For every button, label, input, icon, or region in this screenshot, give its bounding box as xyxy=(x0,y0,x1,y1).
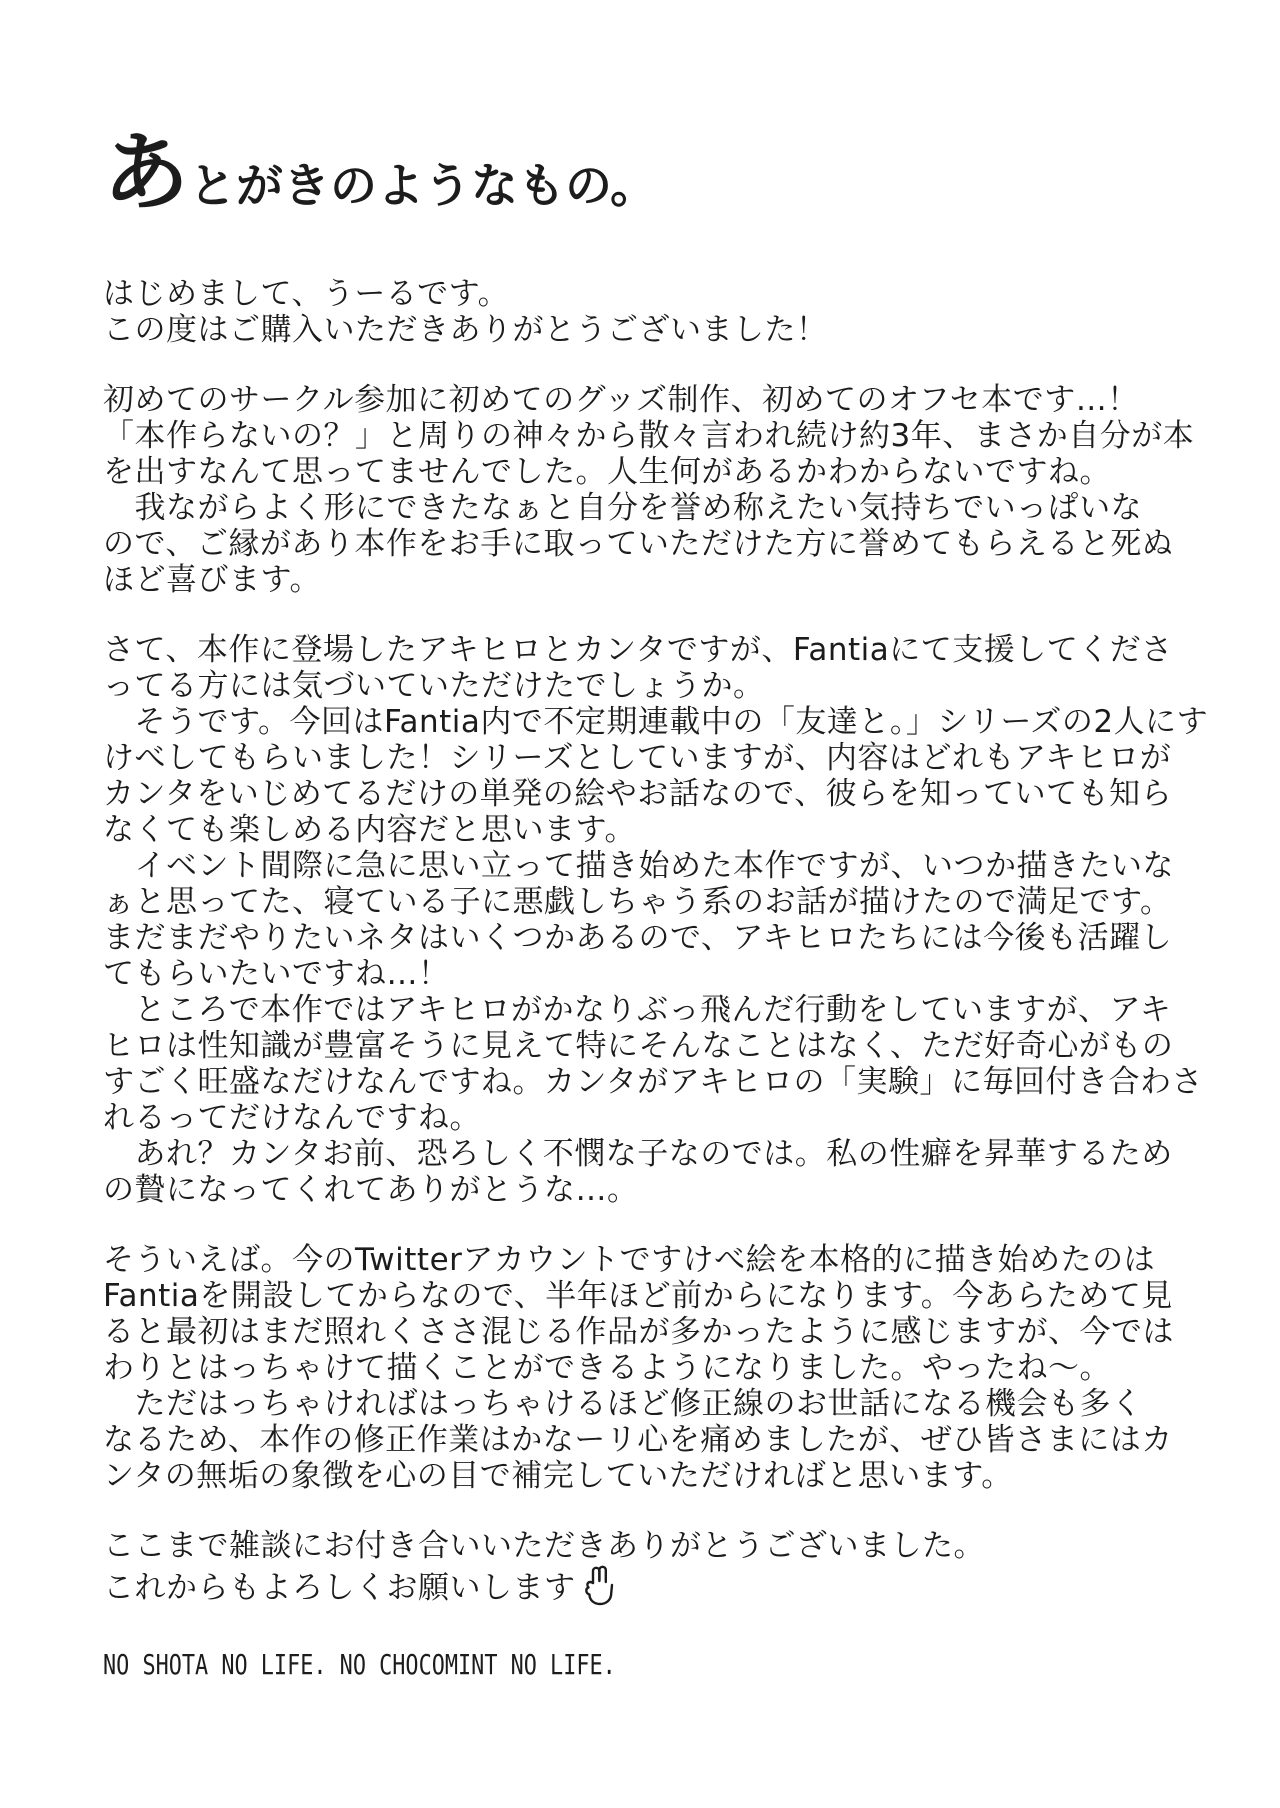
paragraph-characters xyxy=(103,632,1209,1208)
text-line: これからもよろしくお願いします xyxy=(103,1570,576,1606)
text-line: まだまだやりたいネタはいくつかあるので、アキヒロたちには今後も活躍し xyxy=(103,920,1173,956)
text-line: ほど喜びます。 xyxy=(103,562,322,598)
text-line: けべしてもらいました！シリーズとしていますが、内容はどれもアキヒロが xyxy=(103,740,1172,776)
footer-motto: NO SHOTA NO LIFE. NO CHOCOMINT NO LIFE. xyxy=(103,1648,616,1681)
text-line: ここまで雑談にお付き合いいただきありがとうございました。 xyxy=(103,1528,985,1564)
text-line: れるってだけなんですね。 xyxy=(103,1100,481,1136)
text-line: の贄になってくれてありがとうな…。 xyxy=(103,1172,639,1208)
text-line: 初めてのサークル参加に初めてのグッズ制作、初めてのオフセ本です…！ xyxy=(103,382,1139,418)
text-line: わりとはっちゃけて描くことができるようになりました。やったね〜。 xyxy=(103,1350,1111,1386)
paragraph-twitter xyxy=(103,1242,1188,1494)
title-rest: とがきのようなもの。 xyxy=(189,159,658,214)
footer xyxy=(103,1648,1188,1681)
text-line: ぁと思ってた、寝ている子に悪戯しちゃう系のお話が描けたので満足です。 xyxy=(103,884,1172,920)
text-line: てもらいたいですね…！ xyxy=(103,956,450,992)
text-line: ただはっちゃければはっちゃけるほど修正線のお世話になる機会も多く xyxy=(103,1386,1143,1422)
text-line: カンタをいじめてるだけの単発の絵やお話なので、彼らを知っていても知ら xyxy=(103,776,1173,812)
text-line: この度はご購入いただきありがとうございました！ xyxy=(103,312,828,348)
text-line: さて、本作に登場したアキヒロとカンタですが、Fantiaにて支援してくださ xyxy=(103,632,1173,668)
text-line-with-doodle xyxy=(103,1564,1188,1614)
text-line: はじめまして、うーるです。 xyxy=(103,276,510,312)
text-line: イベント間際に急に思い立って描き始めた本作ですが、いつか描きたいな xyxy=(103,848,1174,884)
text-line: ので、ご縁があり本作をお手に取っていただけた方に誉めてもらえると死ぬ xyxy=(103,526,1174,562)
text-line: Fantiaを開設してからなので、半年ほど前からになります。今あらためて見 xyxy=(103,1278,1173,1314)
text-line: なるため、本作の修正作業はかなーリ心を痛めましたが、ぜひ皆さまにはカ xyxy=(103,1422,1173,1458)
afterword-title xyxy=(103,123,1188,236)
peace-hand-doodle-icon xyxy=(580,1564,616,1614)
text-line: を出すなんて思ってませんでした。人生何があるかわからないですね。 xyxy=(103,454,1111,490)
title-first-char: あ xyxy=(103,123,189,223)
text-line: あれ？カンタお前、恐ろしく不憫な子なのでは。私の性癖を昇華するため xyxy=(103,1136,1173,1172)
text-line: 我ながらよく形にできたなぁと自分を誉め称えたい気持ちでいっぱいな xyxy=(103,490,1143,526)
paragraph-greeting xyxy=(103,276,1188,348)
text-line: 「本作らないの？」と周りの神々から散々言われ続け約3年、まさか自分が本 xyxy=(103,418,1195,454)
paragraph-first-book xyxy=(103,382,1195,598)
text-line: すごく旺盛なだけなんですね。カンタがアキヒロの「実験」に毎回付き合わさ xyxy=(103,1064,1204,1100)
text-line: なくても楽しめる内容だと思います。 xyxy=(103,812,637,848)
text-line: ってる方には気づいていただけたでしょうか。 xyxy=(103,668,765,704)
text-line: ンタの無垢の象徴を心の目で補完していただければと思います。 xyxy=(103,1458,1013,1494)
text-line: ヒロは性知識が豊富そうに見えて特にそんなことはなく、ただ好奇心がもの xyxy=(103,1028,1174,1064)
paragraph-closing xyxy=(103,1528,1188,1614)
text-line: そうです。今回はFantia内で不定期連載中の「友達と。」シリーズの2人にす xyxy=(103,704,1209,740)
text-line: ところで本作ではアキヒロがかなりぶっ飛んだ行動をしていますが、アキ xyxy=(103,992,1172,1028)
text-line: ると最初はまだ照れくささ混じる作品が多かったように感じますが、今では xyxy=(103,1314,1174,1350)
text-line: そういえば。今のTwitterアカウントですけべ絵を本格的に描き始めたのは xyxy=(103,1242,1156,1278)
